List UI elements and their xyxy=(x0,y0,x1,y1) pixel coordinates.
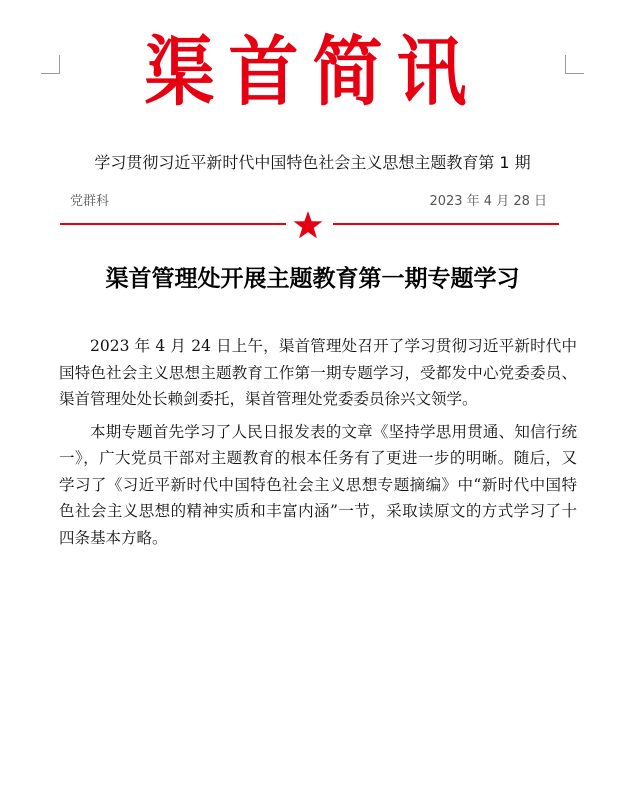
article-headline: 渠首管理处开展主题教育第一期专题学习 xyxy=(105,266,520,292)
divider-rule-right xyxy=(333,223,559,225)
divider-rule-left xyxy=(60,223,286,225)
article-paragraph: 本期专题首先学习了人民日报发表的文章《坚持学思用贯通、知信行统一》，广大党员干部对主题教育的根本任务有了更进一步的明晰。随后，又学习了《习近平新时代中国特色社会主义思想专题摘编》中“新时代中国特色社会主义思想的精神实质和丰富内涵”一节，采取读原文的方式学习了十四条基本方略。 xyxy=(59,422,577,547)
article-body xyxy=(59,333,577,551)
issue-date: 2023 年 4 月 28 日 xyxy=(429,194,547,209)
department-label: 党群科 xyxy=(70,194,110,209)
masthead-title: 渠首简讯 xyxy=(144,26,481,117)
issue-title: 学习贯彻习近平新时代中国特色社会主义思想主题教育第 1 期 xyxy=(94,153,531,172)
star-icon xyxy=(292,209,324,241)
article-paragraph: 2023 年 4 月 24 日上午，渠首管理处召开了学习贯彻习近平新时代中国特色社会主义思想主题教育工作第一期专题学习，受都发中心党委委员、渠首管理处处长赖剑委托，渠首管理处党委委员徐兴文领学。 xyxy=(59,337,577,408)
